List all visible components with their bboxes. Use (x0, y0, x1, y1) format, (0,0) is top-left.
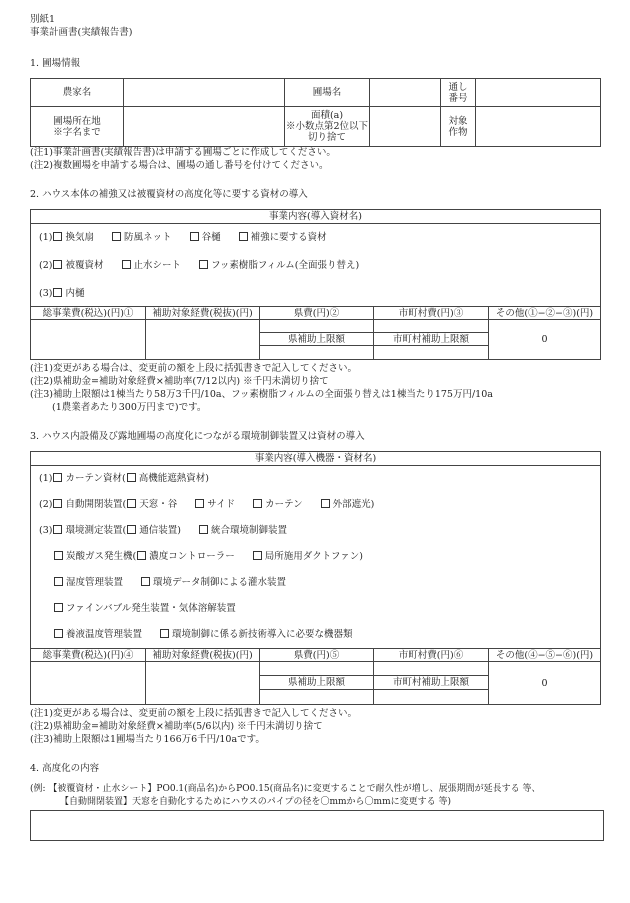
pref-cost-input[interactable] (260, 320, 374, 333)
other-cost-label: その他(④−⑤−⑥)(円) (489, 649, 601, 662)
field-name-label: 圃場名 (285, 79, 370, 107)
total-cost-label: 総事業費(税込)(円)① (31, 307, 146, 320)
checkbox[interactable] (321, 499, 330, 508)
checkbox[interactable] (199, 525, 208, 534)
field-info-table (30, 78, 601, 147)
checkbox[interactable] (53, 232, 62, 241)
pref-limit-input[interactable] (260, 690, 374, 705)
s1-note-1: (注1)事業計画書(実績報告書)は申請する圃場ごとに作成してください。 (30, 147, 336, 158)
checkbox[interactable] (141, 577, 150, 586)
other-cost-value: 0 (489, 662, 601, 705)
serial-no-label: 通し 番号 (441, 79, 476, 107)
checkbox[interactable] (53, 525, 62, 534)
muni-cost-label: 市町村費(円)③ (374, 307, 489, 320)
s2-box-title: 事業内容(導入資材名) (31, 210, 600, 224)
field-name-input[interactable] (370, 79, 441, 107)
section3-heading: 3. ハウス内設備及び露地圃場の高度化につながる環境制御装置又は資材の導入 (30, 431, 365, 442)
checkbox[interactable] (195, 499, 204, 508)
checkbox[interactable] (190, 232, 199, 241)
s3-items-box (30, 451, 601, 649)
pref-limit-label: 県補助上限額 (260, 333, 374, 346)
checkbox[interactable] (112, 232, 121, 241)
s2-row-2: (2) 被覆資材 止水シート フッ素樹脂フィルム(全面張り替え) (39, 260, 360, 271)
crop-label: 対象 作物 (441, 107, 476, 147)
s1-note-2: (注2)複数圃場を申請する場合は、圃場の通し番号を付けてください。 (30, 160, 329, 171)
checkbox[interactable] (127, 525, 136, 534)
muni-limit-input[interactable] (374, 690, 489, 705)
farmer-name-label: 農家名 (31, 79, 124, 107)
checkbox[interactable] (54, 603, 63, 612)
location-input[interactable] (124, 107, 285, 147)
eligible-cost-label: 補助対象経費(税抜)(円) (146, 649, 260, 662)
checkbox[interactable] (127, 473, 136, 482)
s2-row-1: (1) 換気扇 防風ネット 谷樋 補強に要する資材 (39, 232, 327, 243)
checkbox[interactable] (253, 499, 262, 508)
s2-cost-table (30, 306, 601, 360)
other-cost-label: その他(①−②−③)(円) (489, 307, 601, 320)
checkbox[interactable] (160, 629, 169, 638)
eligible-cost-input[interactable] (146, 320, 260, 360)
checkbox[interactable] (53, 288, 62, 297)
location-label: 圃場所在地 ※字名まで (31, 107, 124, 147)
s3-row-5: 湿度管理装置 環境データ制御による灌水装置 (53, 577, 286, 589)
eligible-cost-label: 補助対象経費(税抜)(円) (146, 307, 260, 320)
total-cost-input[interactable] (31, 320, 146, 360)
muni-limit-label: 市町村補助上限額 (374, 676, 489, 690)
checkbox[interactable] (54, 577, 63, 586)
checkbox[interactable] (53, 473, 62, 482)
s3-row-2: (2) 自動開閉装置( 天窓・谷 サイド カーテン 外部遮光) (39, 499, 375, 510)
muni-limit-label: 市町村補助上限額 (374, 333, 489, 346)
s3-box-title: 事業内容(導入機器・資材名) (31, 452, 600, 466)
s2-note-3: (注3)補助上限額は1棟当たり58万3千円/10a、フッ素樹脂フィルムの全面張り替えは1棟当たり175万円/10a (30, 389, 493, 400)
crop-input[interactable] (476, 107, 601, 147)
pref-cost-label: 県費(円)⑤ (260, 649, 374, 662)
s3-note-1: (注1)変更がある場合は、変更前の額を上段に括弧書きで記入してください。 (30, 708, 357, 719)
checkbox[interactable] (54, 629, 63, 638)
s3-row-6: ファインバブル発生装置・気体溶解装置 (53, 603, 236, 615)
pref-limit-label: 県補助上限額 (260, 676, 374, 690)
pref-cost-input[interactable] (260, 662, 374, 676)
s2-items-box (30, 209, 601, 307)
muni-limit-input[interactable] (374, 346, 489, 360)
s2-note-4: (1農業者あたり300万円まで)です。 (52, 402, 207, 413)
checkbox[interactable] (54, 551, 63, 560)
checkbox[interactable] (53, 260, 62, 269)
s2-note-2: (注2)県補助金=補助対象経費×補助率(7/12以内) ※千円未満切り捨て (30, 376, 329, 387)
s3-cost-table (30, 648, 601, 705)
s3-row-1: (1) カーテン資材( 高機能遮熱資材) (39, 473, 209, 484)
pref-limit-input[interactable] (260, 346, 374, 360)
checkbox[interactable] (253, 551, 262, 560)
s3-row-7: 養液温度管理装置 環境制御に係る新技術導入に必要な機器類 (53, 629, 353, 641)
muni-cost-label: 市町村費(円)⑥ (374, 649, 489, 662)
s2-note-1: (注1)変更がある場合は、変更前の額を上段に括弧書きで記入してください。 (30, 363, 357, 374)
section1-heading: 1. 圃場情報 (30, 58, 81, 69)
muni-cost-input[interactable] (374, 320, 489, 333)
serial-no-input[interactable] (476, 79, 601, 107)
checkbox[interactable] (53, 499, 62, 508)
checkbox[interactable] (199, 260, 208, 269)
total-cost-input[interactable] (31, 662, 146, 705)
checkbox[interactable] (137, 551, 146, 560)
checkbox[interactable] (127, 499, 136, 508)
checkbox[interactable] (122, 260, 131, 269)
area-input[interactable] (370, 107, 441, 147)
farmer-name-input[interactable] (124, 79, 285, 107)
s3-row-3: (3) 環境測定装置( 通信装置) 統合環境制御装置 (39, 525, 287, 536)
eligible-cost-input[interactable] (146, 662, 260, 705)
s3-note-2: (注2)県補助金=補助対象経費×補助率(5/6以内) ※千円未満切り捨て (30, 721, 323, 732)
s3-row-4: 炭酸ガス発生機( 濃度コントローラー 局所施用ダクトファン) (53, 551, 363, 563)
s4-example-1: (例: 【被覆資材・止水シート】PO0.1(商品名)からPO0.15(商品名)に変更することで耐久性が増し、展張期間が延長する 等、 (30, 784, 541, 794)
document-title: 事業計画書(実績報告書) (30, 27, 133, 38)
s3-note-3: (注3)補助上限額は1圃場当たり166万6千円/10aです。 (30, 734, 265, 745)
muni-cost-input[interactable] (374, 662, 489, 676)
s4-content-input[interactable] (30, 810, 604, 841)
other-cost-value: 0 (489, 320, 601, 360)
pref-cost-label: 県費(円)② (260, 307, 374, 320)
s4-example-2: 【自動開閉装置】天窓を自動化するためにハウスのパイプの径を〇mmから〇mmに変更する 等) (60, 797, 451, 807)
area-label: 面積(a) ※小数点第2位以下 切り捨て (285, 107, 370, 147)
annex-label: 別紙1 (30, 14, 56, 25)
checkbox[interactable] (239, 232, 248, 241)
total-cost-label: 総事業費(税込)(円)④ (31, 649, 146, 662)
section2-heading: 2. ハウス本体の補強又は被覆資材の高度化等に要する資材の導入 (30, 189, 308, 200)
s2-row-3: (3) 内樋 (39, 288, 85, 299)
section4-heading: 4. 高度化の内容 (30, 763, 100, 774)
